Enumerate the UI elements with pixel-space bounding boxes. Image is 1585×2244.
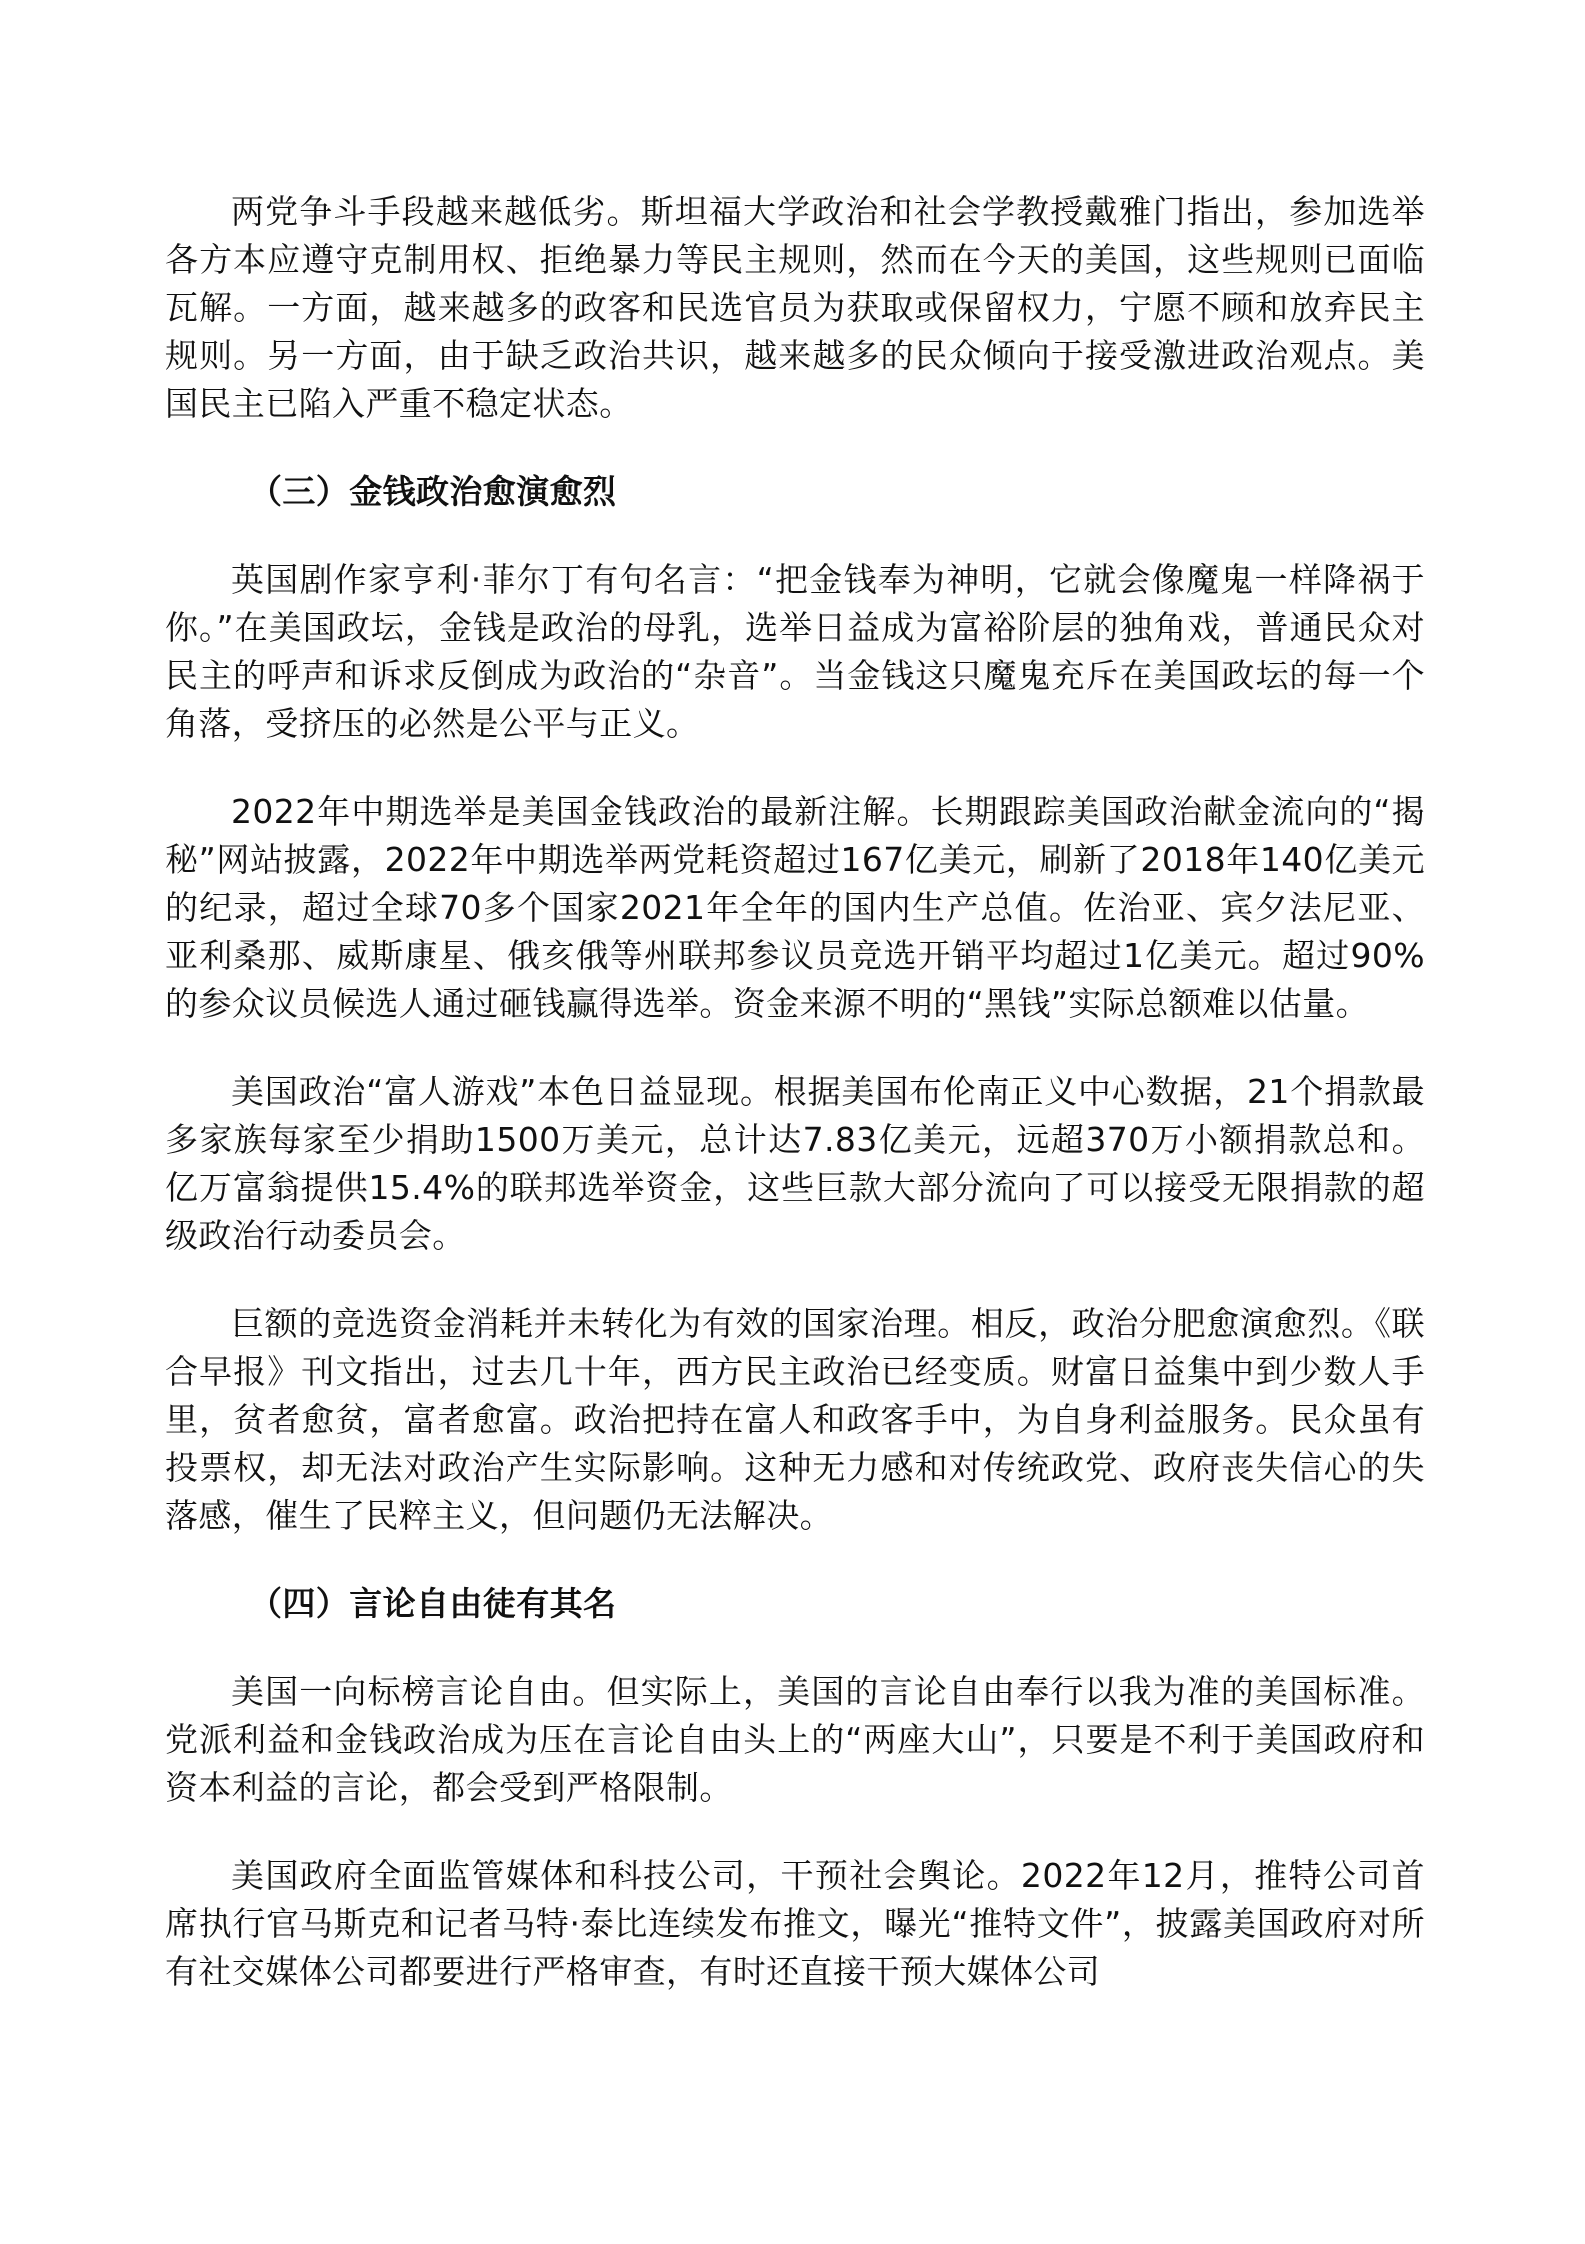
paragraph-twitter-files: 美国政府全面监管媒体和科技公司，干预社会舆论。2022年12月，推特公司首席执行官马斯克和记者马特·泰比连续发布推文，曝光“推特文件”，披露美国政府对所有社交媒体公司都要进行严格审查，有时还直接干预大媒体公司 — [165, 1856, 1425, 1991]
document-page — [165, 188, 1425, 2036]
paragraph-rich-game: 美国政治“富人游戏”本色日益显现。根据美国布伦南正义中心数据，21个捐款最多家族每家至少捐助1500万美元，总计达7.83亿美元，远超370万小额捐款总和。亿万富翁提供15.4%的联邦选举资金，这些巨款大部分流向了可以接受无限捐款的超级政治行动委员会。 — [165, 1072, 1425, 1255]
section-heading-free-speech: （四）言论自由徒有其名 — [249, 1584, 617, 1623]
paragraph-midterm-spending: 2022年中期选举是美国金钱政治的最新注解。长期跟踪美国政治献金流向的“揭秘”网站披露，2022年中期选举两党耗资超过167亿美元，刷新了2018年140亿美元的纪录，超过全球70多个国家2021年全年的国内生产总值。佐治亚、宾夕法尼亚、亚利桑那、威斯康星、俄亥俄等州联邦参议员竞选开销平均超过1亿美元。超过90%的参众议员候选人通过砸钱赢得选举。资金来源不明的“黑钱”实际总额难以估量。 — [165, 792, 1425, 1023]
paragraph-fielding-quote: 英国剧作家亨利·菲尔丁有句名言：“把金钱奉为神明，它就会像魔鬼一样降祸于你。”在美国政坛，金钱是政治的母乳，选举日益成为富裕阶层的独角戏，普通民众对民主的呼声和诉求反倒成为政治的“杂音”。当金钱这只魔鬼充斥在美国政坛的每一个角落，受挤压的必然是公平与正义。 — [165, 560, 1425, 743]
paragraph-speech-standard: 美国一向标榜言论自由。但实际上，美国的言论自由奉行以我为准的美国标准。党派利益和金钱政治成为压在言论自由头上的“两座大山”，只要是不利于美国政府和资本利益的言论，都会受到严格限制。 — [165, 1672, 1425, 1807]
paragraph-partisan-struggle: 两党争斗手段越来越低劣。斯坦福大学政治和社会学教授戴雅门指出，参加选举各方本应遵守克制用权、拒绝暴力等民主规则，然而在今天的美国，这些规则已面临瓦解。一方面，越来越多的政客和民选官员为获取或保留权力，宁愿不顾和放弃民主规则。另一方面，由于缺乏政治共识，越来越多的民众倾向于接受激进政治观点。美国民主已陷入严重不稳定状态。 — [165, 192, 1425, 423]
section-heading-money-politics: （三）金钱政治愈演愈烈 — [249, 472, 617, 511]
paragraph-governance: 巨额的竞选资金消耗并未转化为有效的国家治理。相反，政治分肥愈演愈烈。《联合早报》刊文指出，过去几十年，西方民主政治已经变质。财富日益集中到少数人手里，贫者愈贫，富者愈富。政治把持在富人和政客手中，为自身利益服务。民众虽有投票权，却无法对政治产生实际影响。这种无力感和对传统政党、政府丧失信心的失落感，催生了民粹主义，但问题仍无法解决。 — [165, 1304, 1425, 1535]
